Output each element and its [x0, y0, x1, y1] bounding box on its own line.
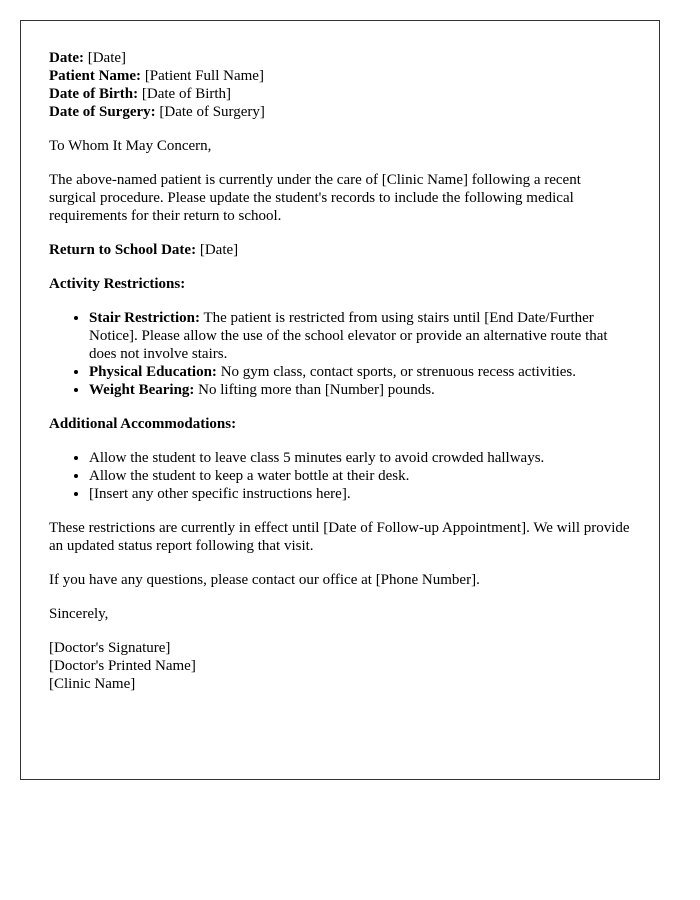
surgery-date-label: Date of Surgery:: [49, 104, 156, 120]
dob-line: [49, 85, 631, 103]
salutation: To Whom It May Concern,: [49, 138, 212, 154]
signoff: Sincerely,: [49, 606, 109, 622]
patient-name-value: [Patient Full Name]: [144, 68, 264, 84]
dob-label: Date of Birth:: [49, 86, 139, 102]
weight-bearing-label: Weight Bearing:: [89, 382, 195, 398]
date-value: [Date]: [87, 50, 127, 66]
list-item: • [Insert any other specific instructions here].: [89, 485, 631, 503]
list-item: [89, 309, 631, 363]
contact-paragraph: If you have any questions, please contact our office at [Phone Number].: [49, 572, 480, 588]
intro-paragraph: The above-named patient is currently under the care of [Clinic Name] following a recent surgical procedure. Please update the student's records to include the following medical requirements for their return to school.: [49, 172, 581, 224]
letter-header: [49, 49, 631, 121]
activity-restrictions-heading: Activity Restrictions:: [49, 276, 186, 292]
patient-name-label: Patient Name:: [49, 68, 142, 84]
date-line: [49, 49, 631, 67]
doctor-signature: [Doctor's Signature]: [49, 640, 171, 656]
date-label: Date:: [49, 50, 84, 66]
additional-accommodations-heading: Additional Accommodations:: [49, 416, 237, 432]
list-item: • Allow the student to keep a water bottle at their desk.: [89, 467, 631, 485]
surgery-date-line: [49, 103, 631, 121]
patient-name-line: [49, 67, 631, 85]
physical-education-text: No gym class, contact sports, or strenuous recess activities.: [220, 364, 577, 380]
clinic-name: [Clinic Name]: [49, 676, 136, 692]
physical-education-label: Physical Education:: [89, 364, 217, 380]
dob-value: [Date of Birth]: [141, 86, 232, 102]
doctor-printed-name: [Doctor's Printed Name]: [49, 658, 196, 674]
return-date-value: [Date]: [199, 242, 239, 258]
return-date-line: [49, 241, 631, 259]
surgery-date-value: [Date of Surgery]: [159, 104, 265, 120]
signature-block: [49, 639, 631, 693]
activity-restrictions-list: [49, 309, 631, 399]
list-item: [89, 363, 631, 381]
additional-accommodations-list: [49, 449, 631, 503]
stair-restriction-text: The patient is restricted from using stairs until [End Date/Further Notice]. Please allow the use of the school elevator or provide an alternative route that does not involve stairs.: [89, 310, 608, 362]
list-item: [89, 381, 631, 399]
stair-restriction-label: Stair Restriction:: [89, 310, 200, 326]
weight-bearing-text: No lifting more than [Number] pounds.: [198, 382, 435, 398]
closing-paragraph: These restrictions are currently in effect until [Date of Follow-up Appointment]. We will provide an updated status report following that visit.: [49, 520, 630, 554]
letter-page: [20, 20, 660, 780]
return-date-label: Return to School Date:: [49, 242, 197, 258]
list-item: • Allow the student to leave class 5 minutes early to avoid crowded hallways.: [89, 449, 631, 467]
